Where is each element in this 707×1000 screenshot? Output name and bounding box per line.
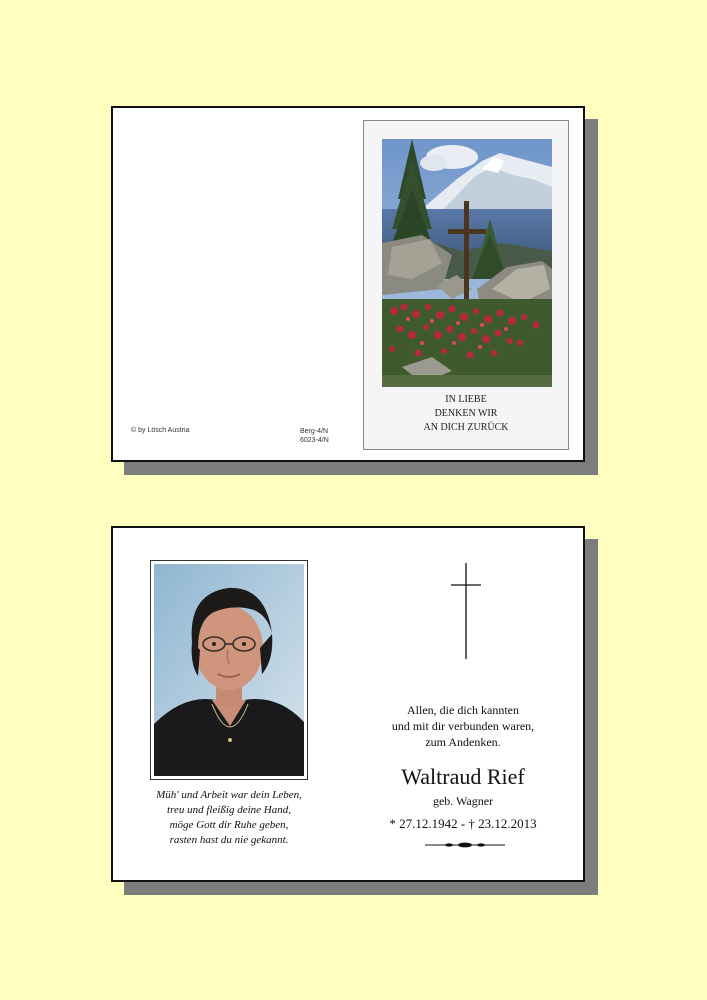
maiden-name: geb. Wagner	[432, 794, 494, 808]
poem-line: treu und fleißig deine Hand,	[167, 804, 291, 816]
poem-line: rasten hast du nie gekannt.	[169, 834, 289, 846]
intro-line: Allen, die dich kannten	[407, 703, 519, 717]
dedication-line: IN LIEBE	[445, 394, 487, 405]
product-codes	[300, 427, 329, 445]
dedication-line: AN DICH ZURÜCK	[423, 422, 509, 433]
dedication-line: DENKEN WIR	[434, 408, 498, 419]
intro-text	[363, 702, 563, 750]
dedication-text	[364, 393, 568, 435]
intro-line: und mit dir verbunden waren,	[391, 719, 535, 733]
poem-line: Müh' und Arbeit war dein Leben,	[156, 789, 302, 801]
poem-text	[133, 788, 325, 848]
deceased-name: Waltraud Rief	[401, 764, 525, 789]
ornament-divider-icon	[425, 837, 505, 855]
mountain-cross-photo	[382, 139, 552, 387]
cross-icon	[451, 563, 481, 664]
memorial-card-outside	[111, 106, 585, 462]
product-code: Berg-4/N	[300, 428, 329, 435]
product-code: 6023-4/N	[300, 437, 329, 444]
poem-line: möge Gott dir Ruhe geben,	[169, 819, 289, 831]
copyright-text: © by Lösch Austria	[131, 427, 190, 434]
card-front-panel	[363, 120, 569, 450]
memorial-card-inside	[111, 526, 585, 882]
portrait-photo	[150, 560, 308, 780]
intro-line: zum Andenken.	[425, 735, 501, 749]
life-dates: * 27.12.1942 - † 23.12.2013	[389, 816, 537, 831]
